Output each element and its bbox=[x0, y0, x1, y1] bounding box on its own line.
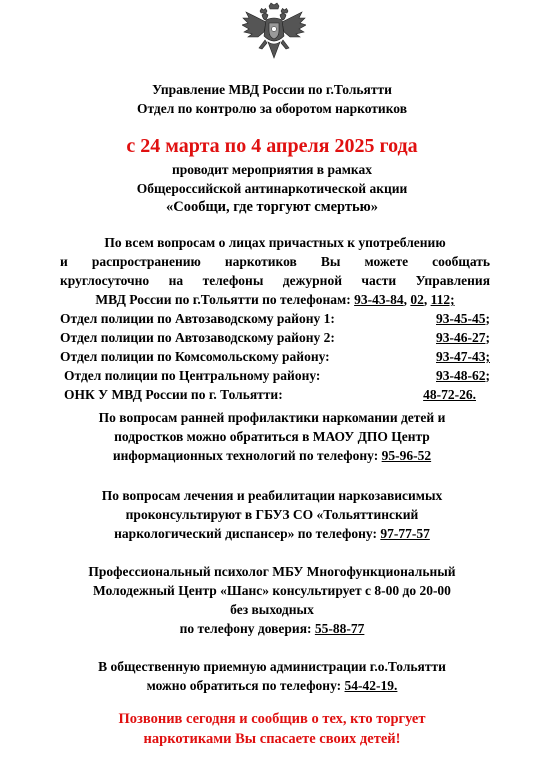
duty-phone-sep-1: , bbox=[403, 292, 411, 307]
department-name: Отдел полиции по Автозаводскому району 1: bbox=[60, 311, 335, 326]
intro-line-4-prefix: МВД России по г.Тольятти по телефонам: bbox=[95, 292, 355, 307]
duty-phone-3[interactable]: 112; bbox=[430, 292, 455, 307]
administration-line-1: В общественную приемную администрации г.о.Тольятти bbox=[98, 659, 446, 674]
appeal-line-1: Позвонив сегодня и сообщив о тех, кто торгует bbox=[118, 711, 426, 727]
psychologist-line-1: Профессиональный психолог МБУ Многофункциональный bbox=[88, 564, 456, 579]
action-line-2: Общероссийской антинаркотической акции bbox=[136, 181, 408, 196]
administration-phone[interactable]: 54-42-19. bbox=[344, 678, 398, 693]
closing-appeal bbox=[0, 709, 544, 749]
department-name: Отдел по контролю за оборотом наркотиков bbox=[136, 101, 408, 116]
department-row bbox=[60, 366, 490, 385]
department-phone-suffix: ; bbox=[485, 330, 490, 345]
treatment-line-3 bbox=[0, 524, 544, 543]
action-description bbox=[0, 160, 544, 217]
psychologist-section bbox=[0, 562, 544, 638]
duty-phone-2[interactable]: 02 bbox=[410, 292, 424, 307]
department-phone-suffix: ; bbox=[485, 368, 490, 383]
department-row bbox=[60, 347, 490, 366]
prevention-line-3 bbox=[0, 446, 544, 465]
department-row bbox=[60, 328, 490, 347]
department-name: Отдел полиции по Центральному району: bbox=[64, 368, 321, 383]
psychologist-line-4 bbox=[0, 619, 544, 638]
treatment-section bbox=[0, 486, 544, 543]
department-phone[interactable]: 93-45-45 bbox=[436, 311, 486, 326]
department-row bbox=[60, 385, 490, 404]
psychologist-phone[interactable]: 55-88-77 bbox=[314, 621, 365, 636]
psychologist-line-3: без выходных bbox=[230, 602, 314, 617]
prevention-line-1: По вопросам ранней профилактики наркомании детей и bbox=[98, 410, 446, 425]
administration-line-2-prefix: можно обратиться по телефону: bbox=[146, 678, 345, 693]
contacts-block bbox=[60, 233, 490, 404]
treatment-line-1: По вопросам лечения и реабилитации наркозависимых bbox=[101, 488, 443, 503]
date-range: с 24 марта по 4 апреля 2025 года bbox=[126, 135, 418, 157]
appeal-line-2: наркотиками Вы спасаете своих детей! bbox=[143, 731, 401, 747]
administration-section bbox=[0, 657, 544, 695]
intro-line-2: и распространению наркотиков Вы можете сообщать bbox=[60, 254, 490, 269]
psychologist-line-2: Молодежный Центр «Шанс» консультирует с 8-00 до 20-00 bbox=[93, 583, 451, 598]
mvd-eagle-emblem-icon bbox=[242, 2, 306, 68]
department-phone-suffix: ; bbox=[485, 311, 490, 326]
action-line-1: проводит мероприятия в рамках bbox=[172, 162, 372, 177]
action-name: «Сообщи, где торгуют смертью» bbox=[165, 199, 379, 215]
intro-line-3: круглосуточно на телефоны дежурной части Управления bbox=[60, 273, 490, 288]
treatment-line-3-prefix: наркологический диспансер» по телефону: bbox=[114, 526, 381, 541]
department-name: ОНК У МВД России по г. Тольятти: bbox=[64, 387, 283, 402]
intro-line-4 bbox=[60, 290, 490, 309]
organization-name: Управление МВД России по г.Тольятти bbox=[152, 82, 392, 97]
intro-line-1: По всем вопросам о лицах причастных к употреблению bbox=[104, 235, 446, 250]
duty-phone-sep-2: , bbox=[423, 292, 431, 307]
department-name: Отдел полиции по Комсомольскому району: bbox=[60, 349, 330, 364]
department-phone[interactable]: 48-72-26. bbox=[423, 387, 476, 402]
prevention-line-2: подростков можно обратиться в МАОУ ДПО Центр bbox=[114, 429, 430, 444]
prevention-section bbox=[0, 408, 544, 465]
treatment-line-2: проконсультируют в ГБУЗ СО «Тольяттинский bbox=[125, 507, 419, 522]
prevention-line-3-prefix: информационных технологий по телефону: bbox=[112, 448, 382, 463]
department-phone[interactable]: 93-47-43; bbox=[436, 349, 490, 364]
prevention-phone[interactable]: 95-96-52 bbox=[381, 448, 432, 463]
department-phone[interactable]: 93-46-27 bbox=[436, 330, 486, 345]
organization-header bbox=[0, 80, 544, 118]
psychologist-line-4-prefix: по телефону доверия: bbox=[179, 621, 315, 636]
duty-phone-1[interactable]: 93-43-84 bbox=[354, 292, 404, 307]
department-phone[interactable]: 93-48-62 bbox=[436, 368, 486, 383]
department-name: Отдел полиции по Автозаводскому району 2: bbox=[60, 330, 335, 345]
administration-line-2 bbox=[0, 676, 544, 695]
treatment-phone[interactable]: 97-77-57 bbox=[380, 526, 430, 541]
department-row bbox=[60, 309, 490, 328]
